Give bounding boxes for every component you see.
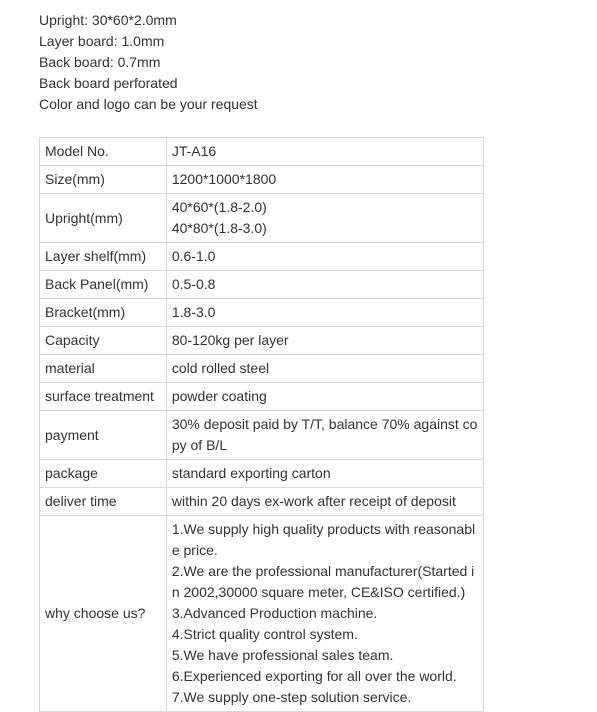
row-label: deliver time [40, 488, 167, 516]
row-value [166, 138, 483, 166]
row-value [166, 488, 483, 516]
value-line: 40*60*(1.8-2.0) [171, 199, 267, 215]
value-line: 6.Experienced exporting for all over the world. [171, 668, 457, 684]
row-value [166, 243, 483, 271]
table-row [40, 299, 484, 327]
table-row [40, 194, 484, 243]
value-line: JT-A16 [171, 143, 217, 159]
row-label: surface treatment [40, 383, 167, 411]
table-row [40, 355, 484, 383]
value-line: 80-120kg per layer [171, 332, 289, 348]
value-line: 2.We are the professional manufacturer(Started i [171, 563, 475, 579]
table-row [40, 383, 484, 411]
intro-back-board: Back board: 0.7mm [39, 54, 161, 70]
table-row [40, 166, 484, 194]
table-row [40, 460, 484, 488]
value-line: 1200*1000*1800 [171, 171, 277, 187]
intro-color-logo: Color and logo can be your request [39, 96, 258, 112]
row-value [166, 166, 483, 194]
intro-layer-board: Layer board: 1.0mm [39, 33, 165, 49]
value-line: powder coating [171, 388, 267, 404]
row-value [166, 271, 483, 299]
value-line: 0.6-1.0 [171, 248, 216, 264]
value-line: n 2002,30000 square meter, CE&ISO certified.) [171, 584, 466, 600]
table-row [40, 138, 484, 166]
table-row [40, 243, 484, 271]
row-value [166, 355, 483, 383]
value-line: e price. [171, 542, 218, 558]
table-row [40, 271, 484, 299]
value-line: within 20 days ex-work after receipt of deposit [171, 493, 456, 509]
row-label: Model No. [40, 138, 167, 166]
row-label: Size(mm) [40, 166, 167, 194]
spec-table [39, 137, 484, 712]
value-line: 7.We supply one-step solution service. [171, 689, 412, 705]
row-value [166, 383, 483, 411]
intro-back-board-perforated: Back board perforated [39, 75, 178, 91]
row-label: Back Panel(mm) [40, 271, 167, 299]
row-label: Layer shelf(mm) [40, 243, 167, 271]
row-label: material [40, 355, 167, 383]
row-value [166, 516, 483, 712]
value-line: cold rolled steel [171, 360, 270, 376]
value-line: 3.Advanced Production machine. [171, 605, 378, 621]
table-row [40, 327, 484, 355]
product-intro [39, 10, 258, 115]
value-line: 4.Strict quality control system. [171, 626, 358, 642]
row-label: Bracket(mm) [40, 299, 167, 327]
row-value [166, 327, 483, 355]
value-line: 30% deposit paid by T/T, balance 70% against co [171, 416, 478, 432]
row-value [166, 194, 483, 243]
value-line: py of B/L [171, 437, 228, 453]
row-label: package [40, 460, 167, 488]
row-label: why choose us? [40, 516, 167, 712]
value-line: 5.We have professional sales team. [171, 647, 394, 663]
value-line: 1.We supply high quality products with reasonabl [171, 521, 476, 537]
row-label: Capacity [40, 327, 167, 355]
row-value [166, 460, 483, 488]
row-value [166, 299, 483, 327]
table-row [40, 411, 484, 460]
table-row [40, 516, 484, 712]
row-label: Upright(mm) [40, 194, 167, 243]
value-line: 1.8-3.0 [171, 304, 216, 320]
value-line: standard exporting carton [171, 465, 331, 481]
row-label: payment [40, 411, 167, 460]
value-line: 0.5-0.8 [171, 276, 216, 292]
intro-upright: Upright: 30*60*2.0mm [39, 12, 177, 28]
row-value [166, 411, 483, 460]
value-line: 40*80*(1.8-3.0) [171, 220, 267, 236]
table-row [40, 488, 484, 516]
